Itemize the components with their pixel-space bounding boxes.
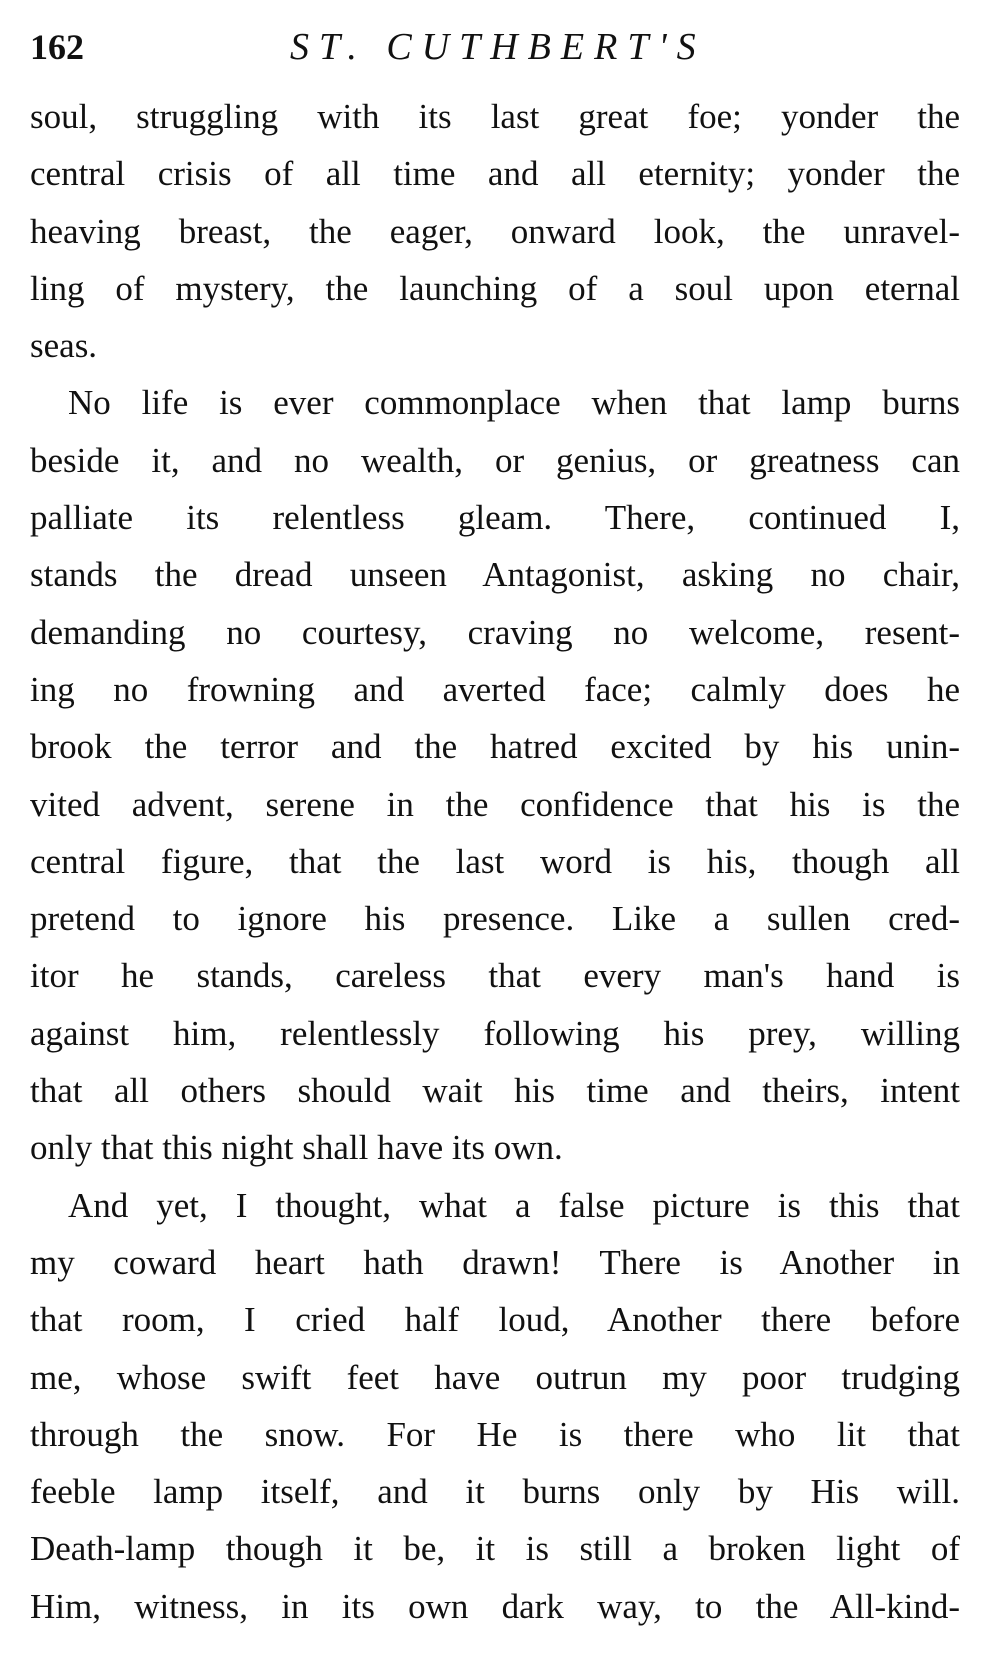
paragraph bbox=[30, 88, 960, 374]
text-line: brook the terror and the hatred excited by his unin- bbox=[30, 727, 960, 767]
text-line: central crisis of all time and all eternity; yonder the bbox=[30, 154, 960, 194]
text-line: demanding no courtesy, craving no welcome, resent- bbox=[30, 612, 960, 652]
text-line: me, whose swift feet have outrun my poor trudging bbox=[30, 1357, 960, 1397]
text-line: that all others should wait his time and theirs, intent bbox=[30, 1071, 960, 1111]
text-line: ing no frowning and averted face; calmly does he bbox=[30, 669, 960, 709]
text-line: And yet, I thought, what a false picture is this that bbox=[68, 1185, 960, 1225]
paragraph bbox=[30, 374, 960, 1176]
text-line: ling of mystery, the launching of a soul upon eternal bbox=[30, 268, 960, 308]
text-line: Death-lamp though it be, it is still a broken light of bbox=[30, 1529, 960, 1569]
text-line: against him, relentlessly following his prey, willing bbox=[30, 1013, 960, 1053]
text-line: central figure, that the last word is his, though all bbox=[30, 841, 960, 881]
text-line: pretend to ignore his presence. Like a sullen cred- bbox=[30, 899, 960, 939]
text-line: vited advent, serene in the confidence that his is the bbox=[30, 784, 960, 824]
text-line: beside it, and no wealth, or genius, or greatness can bbox=[30, 440, 960, 480]
page-header bbox=[30, 22, 960, 72]
text-line: that room, I cried half loud, Another there before bbox=[30, 1300, 960, 1340]
paragraph bbox=[30, 1177, 960, 1635]
text-line: soul, struggling with its last great foe; yonder the bbox=[30, 97, 960, 136]
text-line: feeble lamp itself, and it burns only by His will. bbox=[30, 1472, 960, 1512]
text-line: itor he stands, careless that every man's hand is bbox=[30, 956, 960, 996]
page-number: 162 bbox=[30, 27, 84, 67]
text-line: only that this night shall have its own. bbox=[30, 1128, 563, 1168]
text-line: Him, witness, in its own dark way, to the All-kind- bbox=[30, 1586, 960, 1626]
text-line: No life is ever commonplace when that lamp burns bbox=[68, 383, 960, 423]
text-line: seas. bbox=[30, 326, 98, 366]
text-line: my coward heart hath drawn! There is Another in bbox=[30, 1242, 960, 1282]
text-line: heaving breast, the eager, onward look, the unravel- bbox=[30, 211, 960, 251]
body-text bbox=[30, 88, 960, 1635]
text-line: stands the dread unseen Antagonist, asking no chair, bbox=[30, 555, 960, 595]
text-line: through the snow. For He is there who lit that bbox=[30, 1414, 960, 1454]
text-line: palliate its relentless gleam. There, continued I, bbox=[30, 498, 960, 538]
running-head: ST. CUTHBERT'S bbox=[290, 26, 706, 68]
